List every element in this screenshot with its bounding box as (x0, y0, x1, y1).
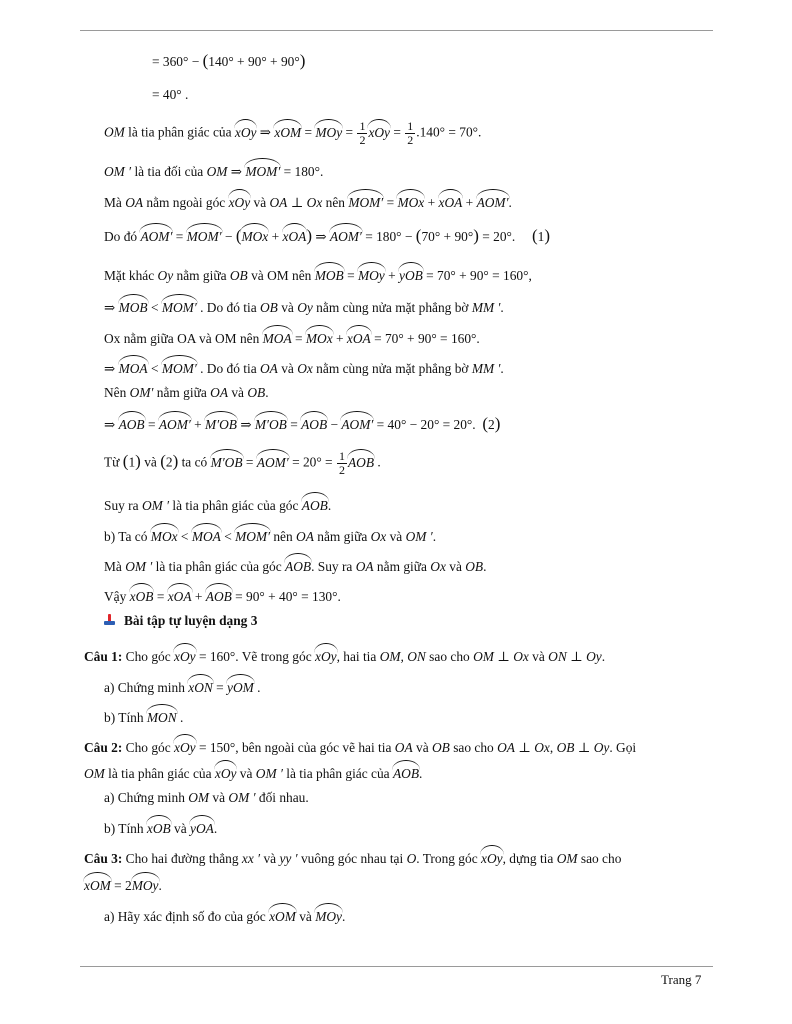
pin-icon (104, 614, 115, 626)
line-11: Nên OM′ nằm giữa OA và OB. (104, 385, 269, 400)
question-1: Câu 1: Cho góc xOy = 160°. Vẽ trong góc xOy, hai tia OM, ON sao cho OM ⊥ Ox và ON ⊥ Oy. (84, 645, 605, 666)
question-2: Câu 2: Cho góc xOy = 150°, bên ngoài của góc vẽ hai tia OA và OB sao cho OA ⊥ Ox, OB ⊥ Oy. Gọi (84, 736, 636, 757)
line-16: Mà OM ′ là tia phân giác của góc AOB. Suy ra OA nằm giữa Ox và OB. (104, 555, 486, 576)
question-3-cont: xOM = 2MOy. (84, 874, 162, 895)
section-heading: Bài tập tự luyện dạng 3 (104, 612, 257, 630)
line-14: Suy ra OM ′ là tia phân giác của góc AOB. (104, 494, 331, 515)
line-8: ⇒ MOB < MOM′ . Do đó tia OB và Oy nằm cùng nửa mặt phẳng bờ MM ′. (104, 296, 504, 317)
question-3: Câu 3: Cho hai đường thẳng xx ′ và yy ′ vuông góc nhau tại O. Trong góc xOy, dựng tia OM sao cho (84, 847, 621, 868)
question-1a: a) Chứng minh xON = yOM . (104, 676, 261, 697)
line-7: Mặt khác Oy nằm giữa OB và OM nên MOB = MOy + yOB = 70° + 90° = 160°, (104, 264, 532, 285)
line-3: OM là tia phân giác của xOy ⇒ xOM = MOy = $\frac{1}{2}$ xOy = $\frac{1}{2}$ .140° = 70°. (104, 119, 482, 147)
line-12: ⇒ AOB = AOM′ + M′OB ⇒ M′OB = AOB − AOM′ = 40° − 20° = 20°. (2) (104, 414, 501, 433)
page-number: Trang 7 (661, 972, 702, 987)
question-2a: a) Chứng minh OM và OM ′ đối nhau. (104, 790, 309, 805)
line-17: Vậy xOB = xOA + AOB = 90° + 40° = 130°. (104, 585, 341, 606)
line-6: Do đó AOM′ = MOM′ − (MOx + xOA) ⇒ AOM′ = 180° − (70° + 90°) = 20°. (1) (104, 226, 551, 245)
line-13: Từ (1) và (2) ta có M′OB = AOM′ = 20° = $\frac{1}{2}$ AOB . (104, 449, 381, 477)
footer-rule (80, 966, 713, 967)
question-2b: b) Tính xOB và yOA. (104, 817, 217, 838)
line-5: Mà OA nằm ngoài góc xOy và OA ⊥ Ox nên MOM′ = MOx + xOA + AOM′. (104, 191, 512, 212)
line-1: = 360° − (140° + 90° + 90°) (152, 51, 306, 70)
question-1b: b) Tính MON . (104, 706, 183, 727)
question-2-cont: OM là tia phân giác của xOy và OM ′ là tia phân giác của AOB. (84, 762, 422, 783)
line-4: OM ′ là tia đối của OM ⇒ MOM′ = 180°. (104, 160, 323, 181)
line-9: Ox nằm giữa OA và OM nên MOA = MOx + xOA = 70° + 90° = 160°. (104, 327, 480, 348)
line-15: b) Ta có MOx < MOA < MOM′ nên OA nằm giữa Ox và OM ′. (104, 525, 436, 546)
question-3a: a) Hãy xác định số đo của góc xOM và MOy. (104, 905, 345, 926)
header-rule (80, 30, 713, 31)
line-2: = 40° . (152, 87, 189, 102)
line-10: ⇒ MOA < MOM′ . Do đó tia OA và Ox nằm cùng nửa mặt phẳng bờ MM ′. (104, 357, 504, 378)
